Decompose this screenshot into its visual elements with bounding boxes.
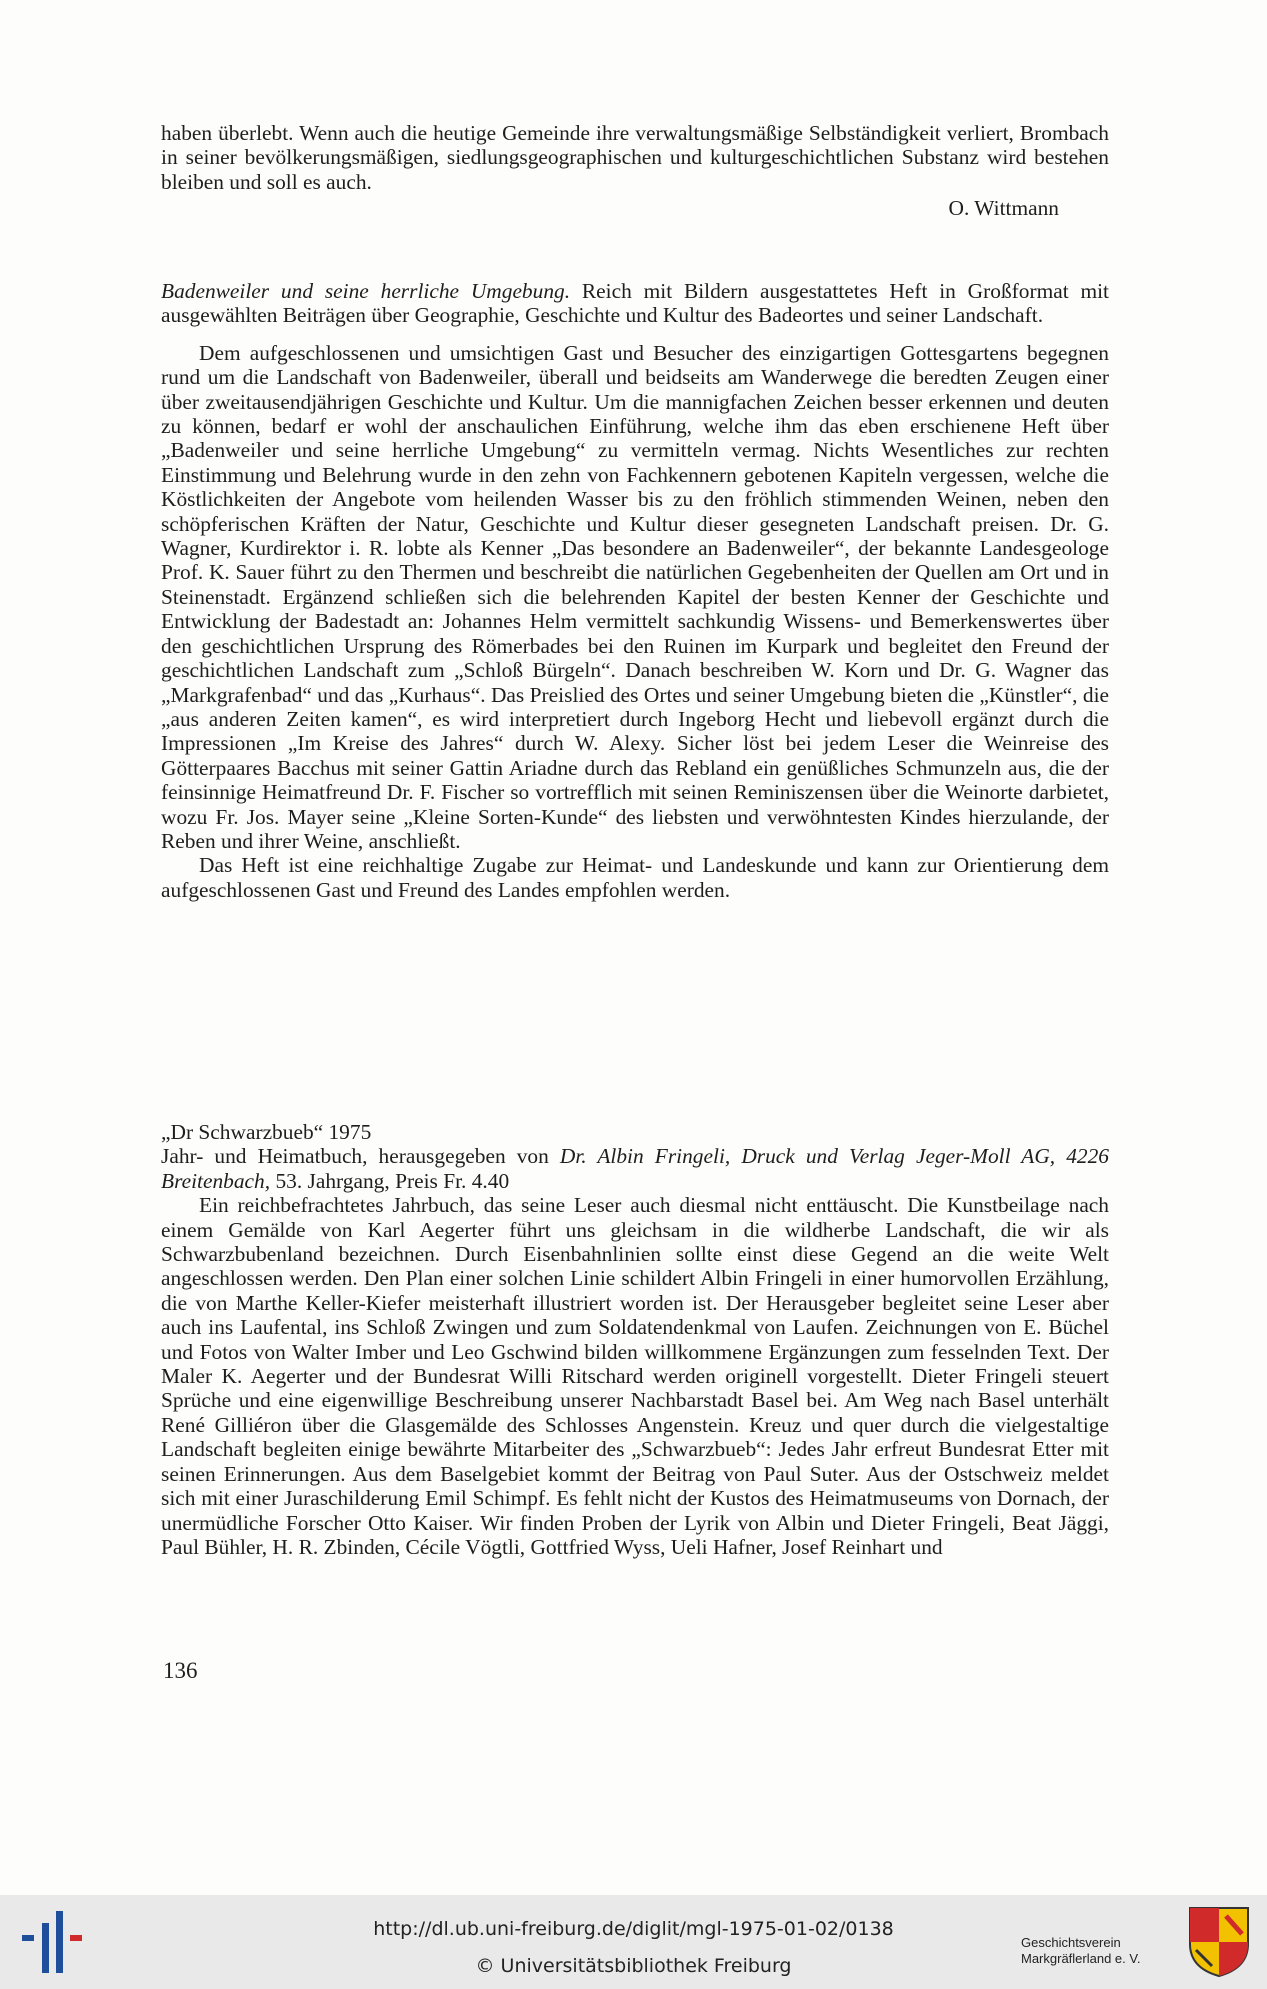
badenweiler-title-description: Reich mit Bildern ausgestattetes Heft in Großformat mit ausgewählten Beiträgen über Geographie, Geschichte und Kultur des Badeortes und seiner Landschaft. (161, 279, 1109, 328)
brombach-closing-text: haben überlebt. Wenn auch die heutige Gemeinde ihre verwaltungsmäßige Selbständigkeit verliert, Brombach in seiner bevölkerungsmäßigen, siedlungsgeographischen und kulturgeschichtlichen Substanz wird bestehen bleiben und soll es auch. (161, 121, 1109, 194)
copyright-text: © Universitätsbibliothek Freiburg (475, 1955, 792, 1977)
permalink-url[interactable]: http://dl.ub.uni-freiburg.de/diglit/mgl-1975-01-02/0138 (373, 1918, 894, 1940)
society-name-line2: Markgräflerland e. V. (1021, 1951, 1141, 1966)
badenweiler-paragraph-1: Dem aufgeschlossenen und umsichtigen Gast und Besucher des einzigartigen Gottesgartens begegnen rund um die Landschaft von Badenweiler, überall und beidseits am Wanderwege die beredten Zeugen einer über zweitausendjährigen Geschichte und Kultur. Um die mannigfachen Zeichen besser erkennen und deuten zu können, bedarf er wohl der anschaulichen Einführung, welche ihm das eben erschienene Heft über „Badenweiler und seine herrliche Umgebung“ zu vermitteln vermag. Nichts Wesentliches zur rechten Einstimmung und Belehrung wurde in den zehn von Fachkennern gebotenen Kapiteln vergessen, welche die Köstlichkeiten der Angebote vom heilenden Wasser bis zu den fröhlich stimmenden Weinen, neben den schöpferischen Kräften der Natur, Geschichte und Kultur dieser gesegneten Landschaft preisen. Dr. G. Wagner, Kurdirektor i. R. lobte als Kenner „Das besondere an Badenweiler“, der bekannte Landesgeologe Prof. K. Sauer führt zu den Thermen und beschreibt die natürlichen Gegebenheiten der Quellen am Ort und in Steinenstadt. Ergänzend schließen sich die belehrenden Kapitel der besten Kenner der Geschichte und Entwicklung der Badestadt an: Johannes Helm vermittelt sachkundig Wissens- und Bemerkenswertes über den geschichtlichen Ursprung des Römerbades bei den Ruinen im Kurpark und begleitet den Freund der geschichtlichen Landschaft zum „Schloß Bürgeln“. Danach beschreiben W. Korn und Dr. G. Wagner das „Markgrafenbad“ und das „Kurhaus“. Das Preislied des Ortes und seiner Umgebung bieten die „Künstler“, die „aus anderen Zeiten kamen“, es wird interpretiert durch Ingeborg Hecht und liebevoll ergänzt durch die Impressionen „Im Kreise des Jahres“ durch W. Alexy. Sicher löst bei jedem Leser die Weinreise des Götterpaares Bacchus mit seiner Gattin Ariadne durch das Rebland ein genüßliches Schmunzeln aus, die der feinsinnige Heimatfreund Dr. F. Fischer so vortrefflich mit seinen Reminiszensen über die Weinorte darbietet, wozu Fr. Jos. Mayer seine „Kleine Sorten-Kunde“ des liebsten und verwöhntesten Kindes hierzulande, der Reben und ihrer Weine, anschließt. (161, 340, 1109, 853)
page-number: 136 (163, 1658, 198, 1683)
section-brombach (161, 121, 1109, 194)
publication-info-a: Jahr- und Heimatbuch, herausgegeben von (161, 1144, 560, 1169)
badenweiler-title (161, 279, 1109, 328)
society-name (1021, 1935, 1140, 1967)
badenweiler-paragraph-2: Das Heft ist eine reichhaltige Zugabe zur Heimat- und Landeskunde und kann zur Orientierung dem aufgeschlossenen Gast und Freund des Landes empfohlen werden. (161, 853, 1109, 902)
section-schwarzbueb (161, 1120, 1109, 1559)
schwarzbueb-paragraph: Ein reichbefrachtetes Jahrbuch, das seine Leser auch diesmal nicht enttäuscht. Die Kunstbeilage nach einem Gemälde von Karl Aegerter führt uns gleichsam in die wildherbe Landschaft, die wir als Schwarzbubenland bezeichnen. Durch Eisenbahnlinien sollte einst diese Gegend an die weite Welt angeschlossen werden. Den Plan einer solchen Linie schildert Albin Fringeli in einer humorvollen Erzählung, die von Marthe Keller-Kiefer meisterhaft illustriert worden ist. Der Herausgeber begleitet seine Leser aber auch ins Laufental, ins Schloß Zwingen und zum Soldatendenkmal von Laufen. Zeichnungen von E. Büchel und Fotos von Walter Imber und Leo Gschwind bilden willkommene Ergänzungen zum fesselnden Text. Der Maler K. Aegerter und der Bundesrat Willi Ritschard werden originell vorgestellt. Dieter Fringeli steuert Sprüche und eine eigenwillige Beschreibung unserer Nachbarstadt Basel bei. Am Weg nach Basel unterhält René Gilliéron über die Glasgemälde des Schlosses Angenstein. Kreuz und quer durch die vielgestaltige Landschaft begleiten einige bewährte Mitarbeiter des „Schwarzbueb“: Jedes Jahr erfreut Bundesrat Etter mit seinen Erinnerungen. Aus dem Baselgebiet kommt der Beitrag von Paul Suter. Aus der Ostschweiz meldet sich mit einer Juraschilderung Emil Schimpf. Es fehlt nicht der Kustos des Heimatmuseums von Dornach, der unermüdliche Forscher Otto Kaiser. Wir finden Proben der Lyrik von Albin und Dieter Fringeli, Beat Jäggi, Paul Bühler, H. R. Zbinden, Cécile Vögtli, Gottfried Wyss, Ueli Hafner, Josef Reinhart und (161, 1193, 1109, 1559)
publication-info-publisher: Dr. Albin Fringeli, Druck und Verlag Jeger-Moll AG, 4226 Breitenbach, (161, 1144, 1109, 1193)
author-signature: O. Wittmann (948, 196, 1059, 220)
publication-info-price: 53. Jahrgang, Preis Fr. 4.40 (270, 1168, 510, 1193)
section-badenweiler (161, 279, 1109, 902)
society-name-line1: Geschichtsverein (1021, 1935, 1121, 1950)
schwarzbueb-heading: „Dr Schwarzbueb“ 1975 (161, 1120, 372, 1144)
schwarzbueb-publication-info (161, 1144, 1109, 1193)
badenweiler-title-italic: Badenweiler und seine herrliche Umgebung. (161, 279, 571, 303)
coat-of-arms-icon (1188, 1906, 1250, 1978)
